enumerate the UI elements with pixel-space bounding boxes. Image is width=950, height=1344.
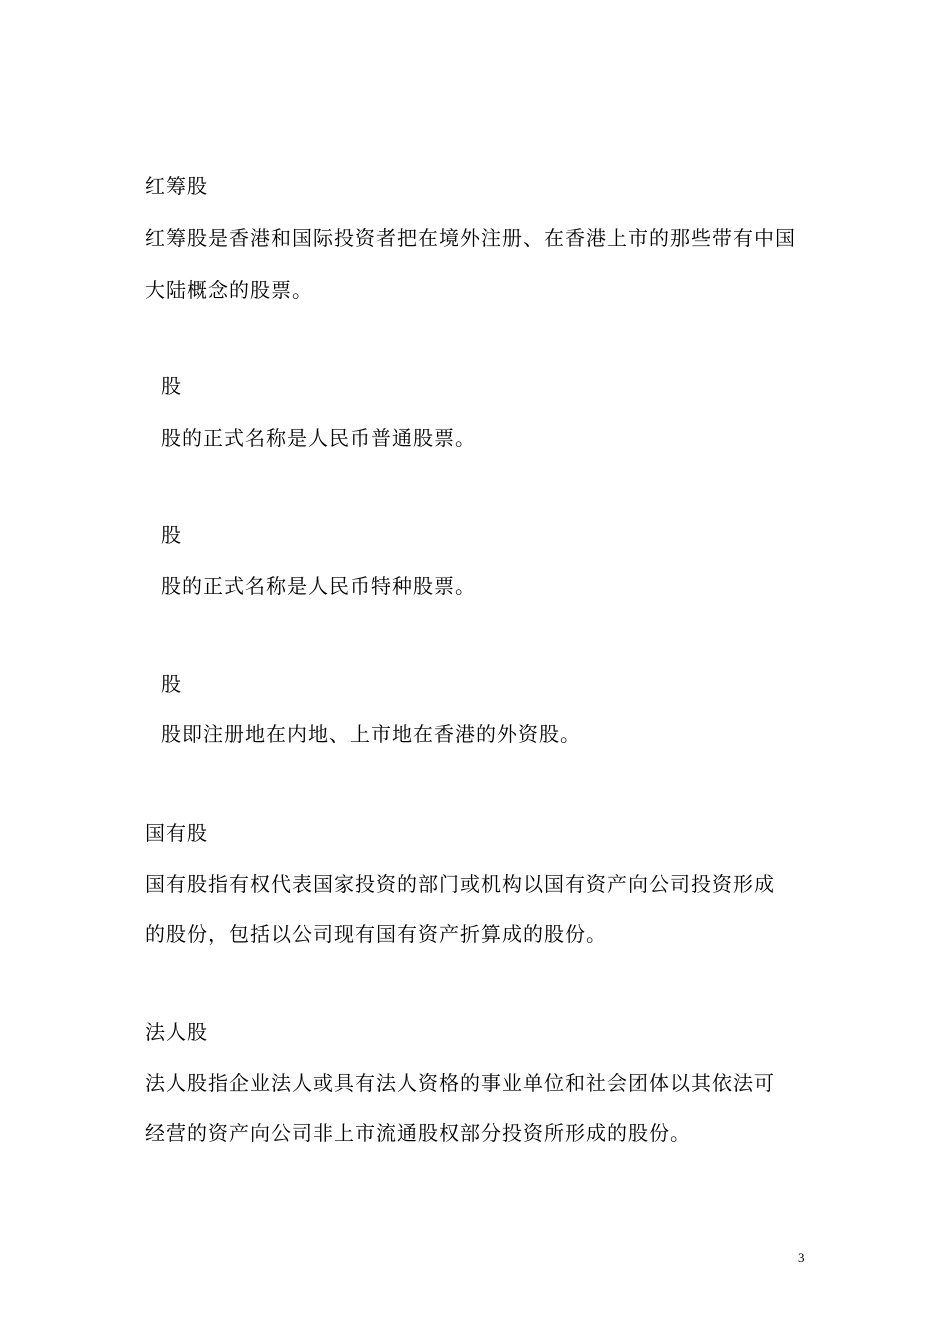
section-body-b-share: 股的正式名称是人民币特种股票。 <box>161 574 476 598</box>
section-body-red-chip-line-2: 大陆概念的股票。 <box>145 278 313 302</box>
section-heading-legal-person-share: 法人股 <box>145 1020 208 1044</box>
section-heading-b-share: 股 <box>161 523 182 547</box>
page-number: 3 <box>798 1250 805 1265</box>
section-heading-red-chip: 红筹股 <box>145 174 208 198</box>
section-heading-h-share: 股 <box>161 672 182 696</box>
section-body-legal-person-share-line-2: 经营的资产向公司非上市流通股权部分投资所形成的股份。 <box>145 1121 691 1145</box>
section-body-h-share: 股即注册地在内地、上市地在香港的外资股。 <box>161 722 581 746</box>
section-heading-a-share: 股 <box>161 374 182 398</box>
section-body-legal-person-share-line-1: 法人股指企业法人或具有法人资格的事业单位和社会团体以其依法可 <box>145 1071 775 1095</box>
section-body-a-share: 股的正式名称是人民币普通股票。 <box>161 426 476 450</box>
section-body-state-share-line-2: 的股份，包括以公司现有国有资产折算成的股份。 <box>145 922 607 946</box>
section-body-red-chip-line-1: 红筹股是香港和国际投资者把在境外注册、在香港上市的那些带有中国 <box>145 226 796 250</box>
section-body-state-share-line-1: 国有股指有权代表国家投资的部门或机构以国有资产向公司投资形成 <box>145 872 775 896</box>
section-heading-state-share: 国有股 <box>145 821 208 845</box>
